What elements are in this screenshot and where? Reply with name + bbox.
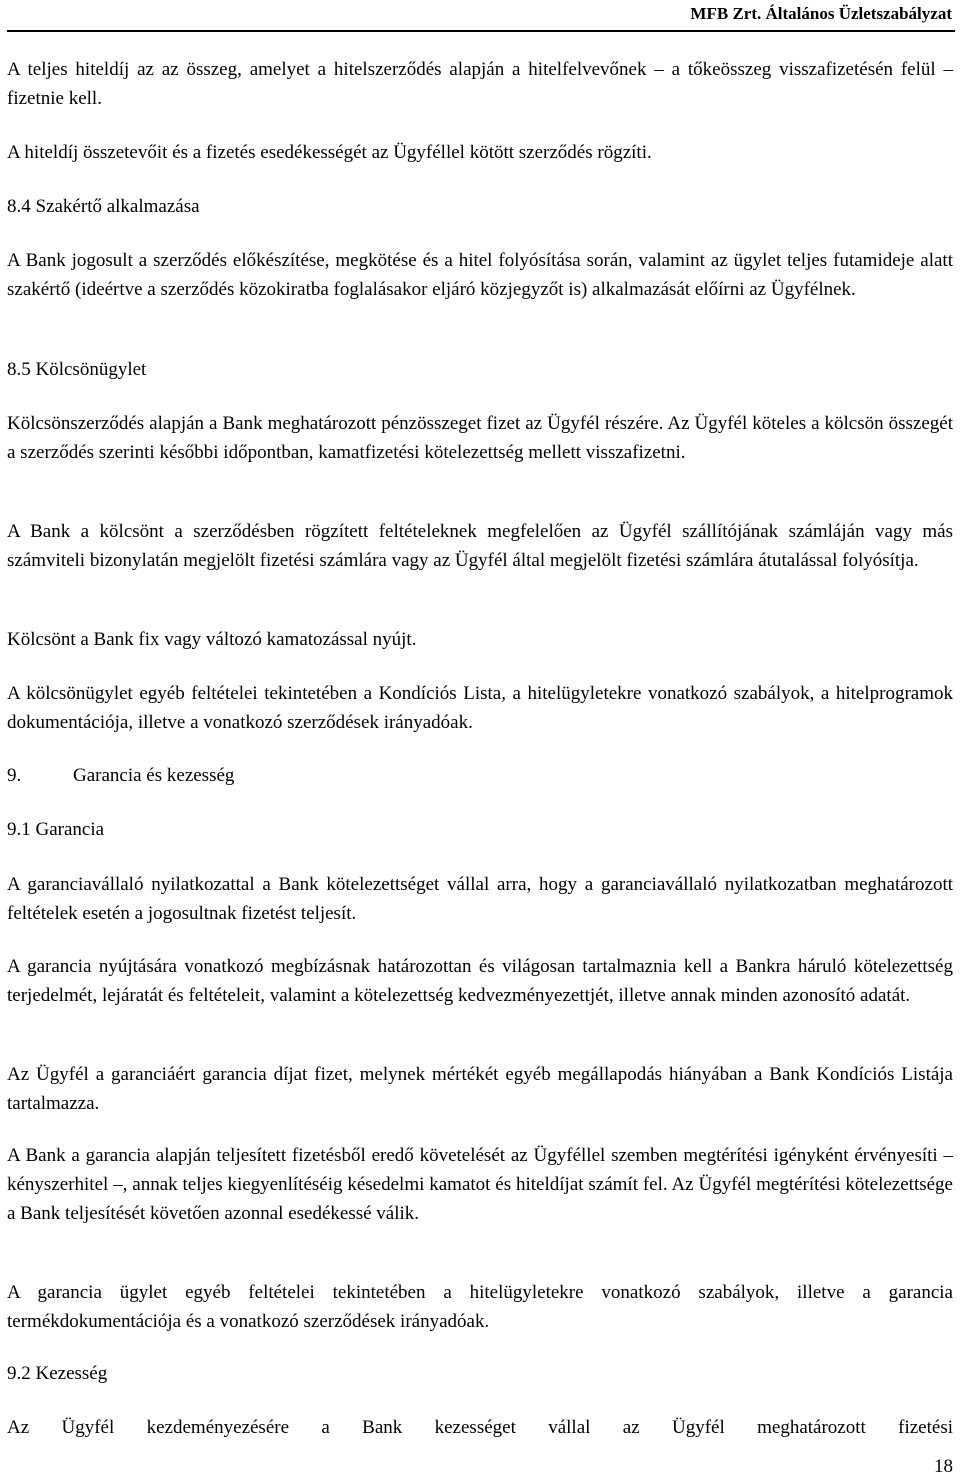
paragraph-total-credit-cost: A teljes hiteldíj az az összeg, amelyet a hitelszerződés alapján a hitelfelvevőnek – a tőkeösszeg visszafizetésén felül – fizetnie kell. [7, 59, 953, 109]
heading-9-text: Garancia és kezesség [73, 765, 235, 786]
paragraph-loan-interest: Kölcsönt a Bank fix vagy változó kamatozással nyújt. [7, 629, 417, 650]
heading-8-4: 8.4 Szakértő alkalmazása [7, 196, 200, 217]
paragraph-credit-fee-components: A hiteldíj összetevőit és a fizetés esedékességét az Ügyféllel kötött szerződés rögzíti. [7, 142, 652, 163]
paragraph-expert: A Bank jogosult a szerződés előkészítése, megkötése és a hitel folyósítása során, valamint az ügylet teljes futamideje alatt szakértő (ideértve a szerződés közokiratba foglalásakor eljáró közjegyzőt is) alkalmazását előírni az Ügyfélnek. [7, 250, 953, 300]
paragraph-suretyship: Az Ügyfél kezdeményezésére a Bank kezességet vállal az Ügyfél meghatározott fizetési [7, 1417, 953, 1438]
paragraph-guarantee-claim: A Bank a garancia alapján teljesített fizetésből eredő követelését az Ügyféllel szemben megtérítési igényként érvényesíti – kényszerhitel –, annak teljes kiegyenlítéséig késedelmi kamatot és hiteldíjat számít fel. Az Ügyfél megtérítési kötelezettsége a Bank teljesítését követően azonnal esedékessé válik. [7, 1145, 953, 1224]
header-rule [7, 30, 955, 32]
heading-9-1: 9.1 Garancia [7, 819, 105, 840]
paragraph-guarantee-order: A garancia nyújtására vonatkozó megbízásnak határozottan és világosan tartalmaznia kell a Bankra háruló kötelezettség terjedelmét, lejáratát és feltételeit, valamint a kötelezettség kedvezményezettjét, illetve annak minden azonosító adatát. [7, 956, 953, 1006]
paragraph-loan-disbursement: A Bank a kölcsönt a szerződésben rögzített feltételeknek megfelelően az Ügyfél szállítójának számláján vagy más számviteli bizonylatán megjelölt fizetési számlára vagy az Ügyfél által megjelölt fizetési számlára átutalással folyósítja. [7, 521, 953, 571]
paragraph-guarantee-definition: A garanciavállaló nyilatkozattal a Bank kötelezettséget vállal arra, hogy a garanciavállaló nyilatkozatban meghatározott feltételek esetén a jogosultnak fizetést teljesít. [7, 874, 953, 924]
page-number: 18 [934, 1456, 953, 1477]
paragraph-guarantee-conditions: A garancia ügylet egyéb feltételei tekintetében a hitelügyletekre vonatkozó szabályok, illetve a garancia termékdokumentációja és a vonatkozó szerződések irányadóak. [7, 1282, 953, 1332]
document-header: MFB Zrt. Általános Üzletszabályzat [690, 4, 952, 23]
heading-9 [7, 761, 234, 790]
paragraph-guarantee-fee: Az Ügyfél a garanciáért garancia díjat fizet, melynek mértékét egyéb megállapodás hiányában a Bank Kondíciós Listája tartalmazza. [7, 1064, 953, 1114]
heading-8-5: 8.5 Kölcsönügylet [7, 359, 147, 380]
heading-9-number: 9. [7, 765, 22, 786]
paragraph-loan-contract: Kölcsönszerződés alapján a Bank meghatározott pénzösszeget fizet az Ügyfél részére. Az Ügyfél köteles a kölcsön összegét a szerződés szerinti későbbi időpontban, kamatfizetési kötelezettség mellett visszafizetni. [7, 413, 953, 463]
heading-9-2: 9.2 Kezesség [7, 1363, 108, 1384]
paragraph-loan-conditions: A kölcsönügylet egyéb feltételei tekintetében a Kondíciós Lista, a hitelügyletekre vonatkozó szabályok, a hitelprogramok dokumentációja, illetve a vonatkozó szerződések irányadóak. [7, 683, 953, 733]
